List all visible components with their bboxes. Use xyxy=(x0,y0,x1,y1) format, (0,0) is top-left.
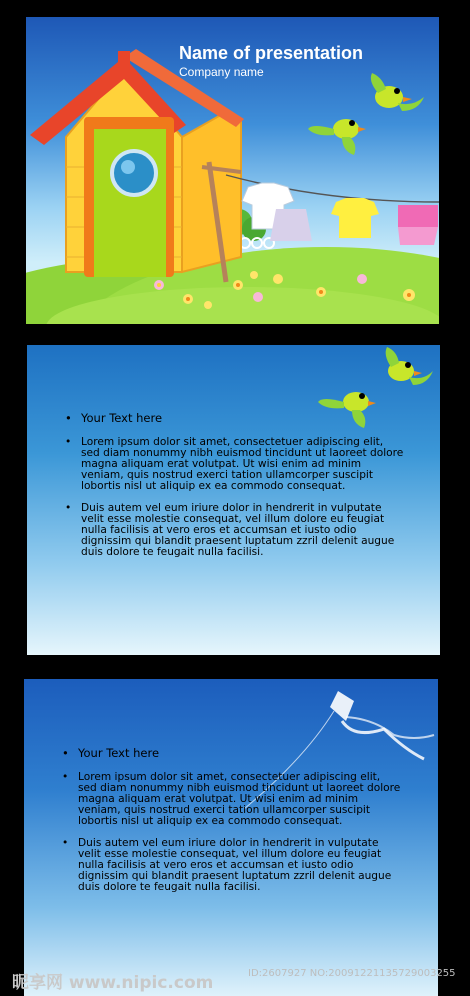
presentation-title: Name of presentation xyxy=(179,43,364,63)
bullet-heading: • Your Text here xyxy=(62,748,402,759)
watermark-id: ID:2607927 NO:20091221135729003255 xyxy=(248,968,456,979)
bird-icon xyxy=(386,347,433,385)
bird-icon xyxy=(308,119,366,155)
house-icon xyxy=(30,49,244,277)
content-slide-kite xyxy=(24,679,438,996)
bird-icon xyxy=(371,73,424,111)
bullet-paragraph: • Lorem ipsum dolor sit amet, consectetuer adipiscing elit, sed diam nonummy nibh euismod tincidunt ut laoreet dolore magna aliquam erat volutpat. Ut wisi enim ad minim veniam, quis nostrud exerci tation ullamcorper suscipit lobortis nisl ut aliquip ex ea commodo consequat. xyxy=(65,437,405,492)
watermark-logo: 昵享网 www.nipic.com xyxy=(12,973,214,993)
laundry-icon xyxy=(242,183,438,245)
company-name: Company name xyxy=(179,65,264,79)
porthole-window xyxy=(112,151,156,195)
bullet-paragraph: • Duis autem vel eum iriure dolor in hendrerit in vulputate velit esse molestie consequat, vel illum dolore eu feugiat nulla facilisis at vero eros et accumsan et iusto odio dignissim qui blandit praesent luptatum zzril delenit augue duis dolore te feugait nulla facilisi. xyxy=(62,838,402,893)
title-slide xyxy=(26,17,439,324)
bullet-paragraph: • Duis autem vel eum iriure dolor in hendrerit in vulputate velit esse molestie consequat, vel illum dolore eu feugiat nulla facilisis at vero eros et accumsan et iusto odio dignissim qui blandit praesent luptatum zzril delenit augue duis dolore te feugait nulla facilisi. xyxy=(65,503,405,558)
bullet-list xyxy=(62,748,402,904)
bullet-heading: • Your Text here xyxy=(65,413,405,424)
bullet-list xyxy=(65,413,405,569)
content-slide-birds xyxy=(27,345,440,655)
bullet-paragraph: • Lorem ipsum dolor sit amet, consectetuer adipiscing elit, sed diam nonummy nibh euismod tincidunt ut laoreet dolore magna aliquam erat volutpat. Ut wisi enim ad minim veniam, quis nostrud exerci tation ullamcorper suscipit lobortis nisl ut aliquip ex ea commodo consequat. xyxy=(62,772,402,827)
